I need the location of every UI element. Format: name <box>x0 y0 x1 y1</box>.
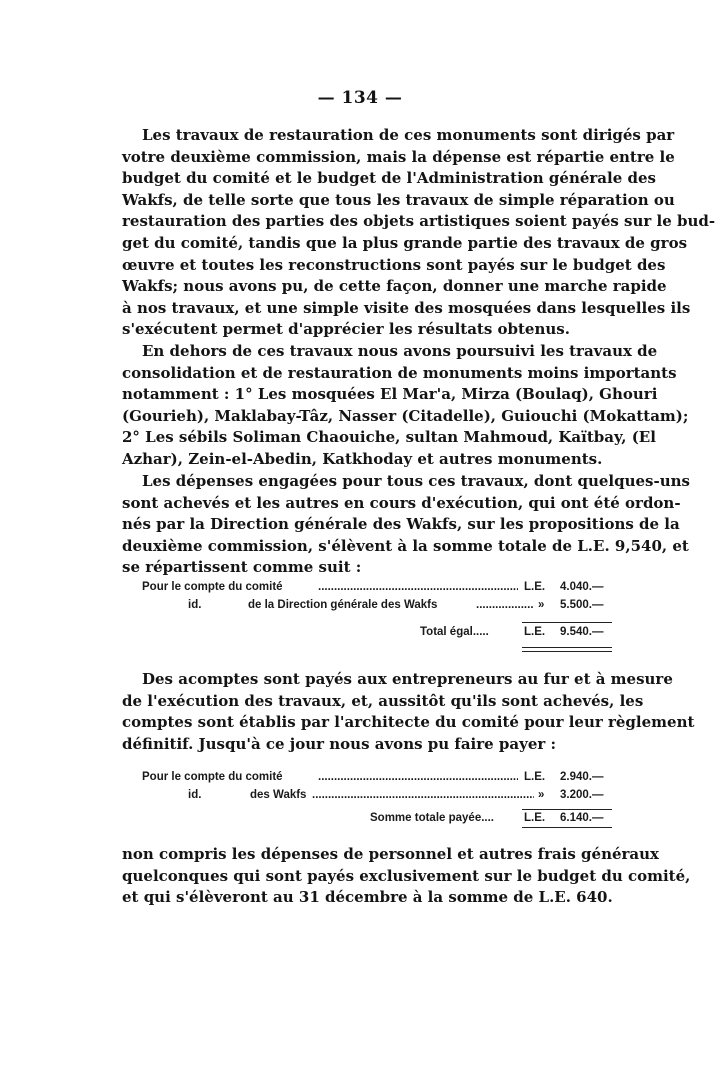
text-line: votre deuxième commission, mais la dépense est répartie entre le <box>122 147 675 166</box>
row-label: Pour le compte du comité <box>142 581 283 593</box>
text-line: et qui s'élèveront au 31 décembre à la somme de L.E. 640. <box>122 888 613 907</box>
text-line: Les travaux de restauration de ces monuments sont dirigés par <box>142 126 675 144</box>
row-label: de la Direction générale des Wakfs <box>248 599 438 611</box>
table-row <box>142 581 612 599</box>
text-line: de l'exécution des travaux, et, aussitôt qu'ils sont achevés, les <box>122 691 644 710</box>
row-amount: 4.040.— <box>560 581 604 593</box>
text-line: En dehors de ces travaux nous avons poursuivi les travaux de <box>142 342 658 360</box>
total-label: Total égal..... <box>420 626 489 638</box>
row-currency: » <box>538 789 545 801</box>
sum-rule <box>522 622 612 623</box>
text-line: deuxième commission, s'élèvent à la somme totale de L.E. 9,540, et <box>122 536 689 555</box>
text-line: consolidation et de restauration de monuments moins importants <box>122 363 677 382</box>
total-underline <box>522 827 612 828</box>
total-amount: 6.140.— <box>560 812 604 824</box>
text-line: se répartissent comme suit : <box>122 558 362 577</box>
row-amount: 5.500.— <box>560 599 604 611</box>
row-currency: L.E. <box>524 581 546 593</box>
text-line: Les dépenses engagées pour tous ces travaux, dont quelques-uns <box>142 472 690 490</box>
sum-rule <box>522 809 612 810</box>
leader-dots <box>318 771 518 783</box>
row-amount: 3.200.— <box>560 789 604 801</box>
paragraph-expenses <box>122 471 690 579</box>
row-prefix: id. <box>188 599 202 611</box>
text-line: restauration des parties des objets artistiques soient payés sur le bud- <box>122 212 716 231</box>
payments-table <box>142 771 612 830</box>
total-label: Somme totale payée.... <box>370 812 494 824</box>
text-line: Azhar), Zein-el-Abedin, Katkhoday et autres monuments. <box>122 449 603 468</box>
row-currency: L.E. <box>524 771 546 783</box>
text-line: nés par la Direction générale des Wakfs, sur les propositions de la <box>122 515 680 534</box>
paragraph-personnel <box>122 844 691 909</box>
row-amount: 2.940.— <box>560 771 604 783</box>
text-line: notamment : 1° Les mosquées El Mar'a, Mirza (Boulaq), Ghouri <box>122 385 658 404</box>
table-row <box>142 789 612 807</box>
text-line: Wakfs; nous avons pu, de cette façon, donner une marche rapide <box>122 277 667 296</box>
table-row <box>142 771 612 789</box>
text-line: quelconques qui sont payés exclusivement sur le budget du comité, <box>122 866 691 885</box>
table-row <box>142 599 612 617</box>
text-line: budget du comité et le budget de l'Administration générale des <box>122 169 656 188</box>
total-row <box>142 626 612 644</box>
text-line: Des acomptes sont payés aux entrepreneurs au fur et à mesure <box>142 670 673 688</box>
text-line: définitif. Jusqu'à ce jour nous avons pu faire payer : <box>122 734 557 753</box>
paragraph-payments <box>122 669 695 755</box>
text-line: (Gourieh), Maklabay-Tâz, Nasser (Citadelle), Guiouchi (Mokattam); <box>122 406 689 425</box>
total-double-rule <box>522 647 612 648</box>
text-line: Wakfs, de telle sorte que tous les travaux de simple réparation ou <box>122 190 675 209</box>
total-currency: L.E. <box>524 812 546 824</box>
text-line: 2° Les sébils Soliman Chaouiche, sultan Mahmoud, Kaïtbay, (El <box>122 428 656 447</box>
text-line: s'exécutent permet d'apprécier les résultats obtenus. <box>122 320 570 339</box>
leader-dots <box>318 581 518 593</box>
text-line: à nos travaux, et une simple visite des mosquées dans lesquelles ils <box>122 298 691 317</box>
page-number: — 134 — <box>317 88 403 108</box>
text-line: get du comité, tandis que la plus grande partie des travaux de gros <box>122 233 688 252</box>
paragraph-other-works <box>122 341 689 471</box>
paragraph-works-budget <box>122 125 716 341</box>
row-label: des Wakfs <box>250 789 307 801</box>
total-double-rule <box>522 651 612 652</box>
total-currency: L.E. <box>524 626 546 638</box>
expense-table <box>142 581 612 644</box>
text-line: comptes sont établis par l'architecte du comité pour leur règlement <box>122 713 695 732</box>
leader-dots <box>312 789 534 801</box>
row-currency: » <box>538 599 545 611</box>
text-line: sont achevés et les autres en cours d'exécution, qui ont été ordon- <box>122 493 681 512</box>
total-amount: 9.540.— <box>560 626 604 638</box>
text-line: œuvre et toutes les reconstructions sont payés sur le budget des <box>122 255 666 274</box>
text-line: non compris les dépenses de personnel et autres frais généraux <box>122 845 660 863</box>
leader-dots <box>476 599 534 611</box>
row-label: Pour le compte du comité <box>142 771 283 783</box>
row-prefix: id. <box>188 789 202 801</box>
